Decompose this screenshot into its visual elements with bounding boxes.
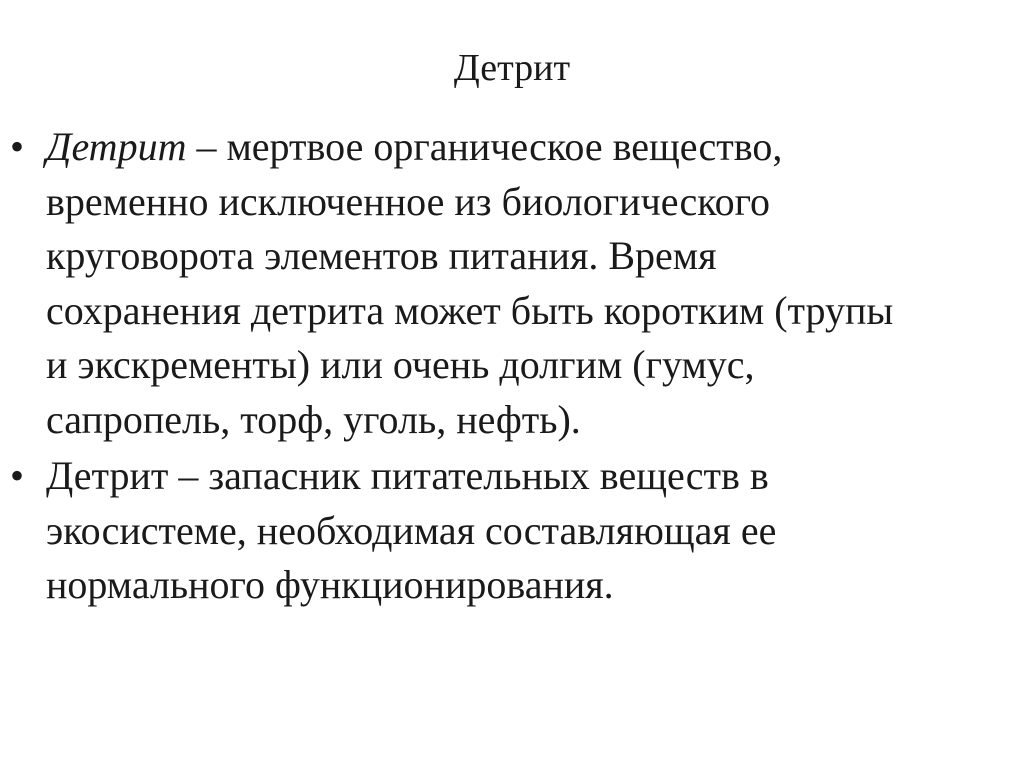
bullet-icon: • <box>10 124 25 169</box>
bullet-list <box>0 120 1024 615</box>
bullet-item-definition <box>0 120 1024 447</box>
bullet-line <box>46 120 1018 175</box>
bullet-line: нормального функционирования. <box>46 562 614 607</box>
slide-title: Детрит <box>453 47 571 89</box>
bullet-text: – мертвое органическое вещество, <box>186 124 783 169</box>
bullet-line: сохранения детрита может быть коротким (трупы <box>46 287 894 333</box>
bullet-item-role <box>0 449 1024 613</box>
bullet-line: экосистеме, необходимая составляющая ее <box>46 507 777 553</box>
bullet-line: и экскременты) или очень долгим (гумус, <box>46 342 755 387</box>
bullet-line: сапропель, торф, уголь, нефть). <box>46 396 581 442</box>
term-detritus: Детрит <box>46 124 187 169</box>
bullet-line: Детрит – запасник питательных веществ в <box>46 453 769 498</box>
bullet-icon: • <box>10 453 25 498</box>
bullet-line: круговорота элементов питания. Время <box>46 233 717 278</box>
bullet-line: временно исключенное из биологического <box>46 178 771 224</box>
